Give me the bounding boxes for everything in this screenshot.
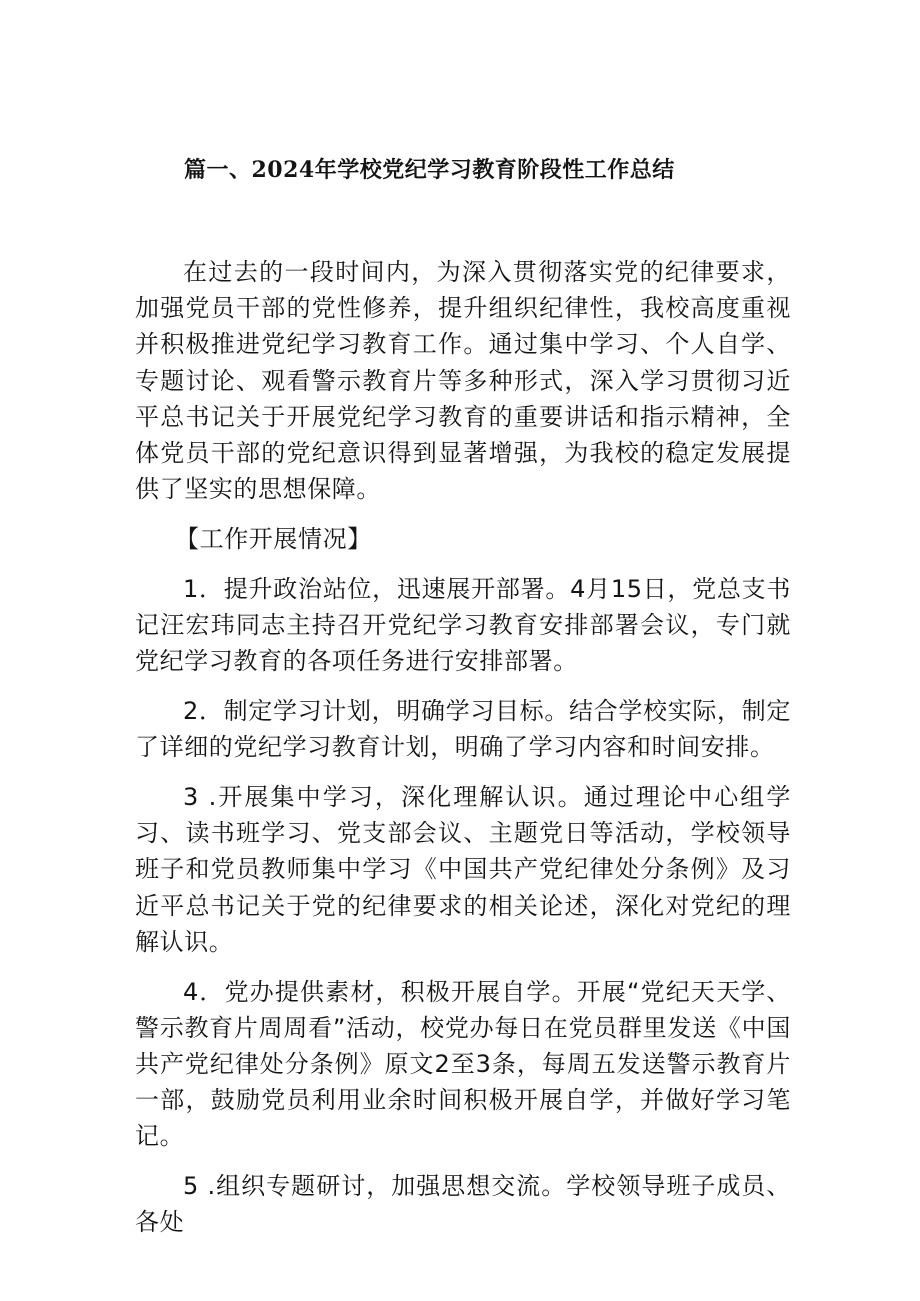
list-item-4: 4．党办提供素材，积极开展自学。开展“党纪天天学、警示教育片周周看”活动，校党办每日在党员群里发送《中国共产党纪律处分条例》原文2至3条，每周五发送警示教育片一部，鼓励党员利用业余时间积极开展自学，并做好学习笔记。: [135, 977, 791, 1151]
section-heading: 【工作开展情况】: [175, 525, 372, 554]
list-item-1: 1．提升政治站位，迅速展开部署。4月15日，党总支书记汪宏玮同志主持召开党纪学习教育安排部署会议，专门就党纪学习教育的各项任务进行安排部署。: [135, 574, 791, 676]
list-item-5: 5 .组织专题研讨，加强思想交流。学校领导班子成员、各处: [135, 1172, 791, 1237]
document-body: [135, 254, 791, 1254]
list-item-2: 2．制定学习计划，明确学习目标。结合学校实际，制定了详细的党纪学习教育计划，明确了学习内容和时间安排。: [135, 697, 791, 762]
intro-paragraph: 在过去的一段时间内，为深入贯彻落实党的纪律要求，加强党员干部的党性修养，提升组织纪律性，我校高度重视并积极推进党纪学习教育工作。通过集中学习、个人自学、专题讨论、观看警示教育片等多种形式，深入学习贯彻习近平总书记关于开展党纪学习教育的重要讲话和指示精神，全体党员干部的党纪意识得到显著增强，为我校的稳定发展提供了坚实的思想保障。: [135, 258, 791, 504]
list-item-3: 3 .开展集中学习，深化理解认识。通过理论中心组学习、读书班学习、党支部会议、主题党日等活动，学校领导班子和党员教师集中学习《中国共产党纪律处分条例》及习近平总书记关于党的纪律要求的相关论述，深化对党纪的理解认识。: [135, 783, 791, 956]
document-title: 篇一、2024年学校党纪学习教育阶段性工作总结: [184, 157, 675, 183]
